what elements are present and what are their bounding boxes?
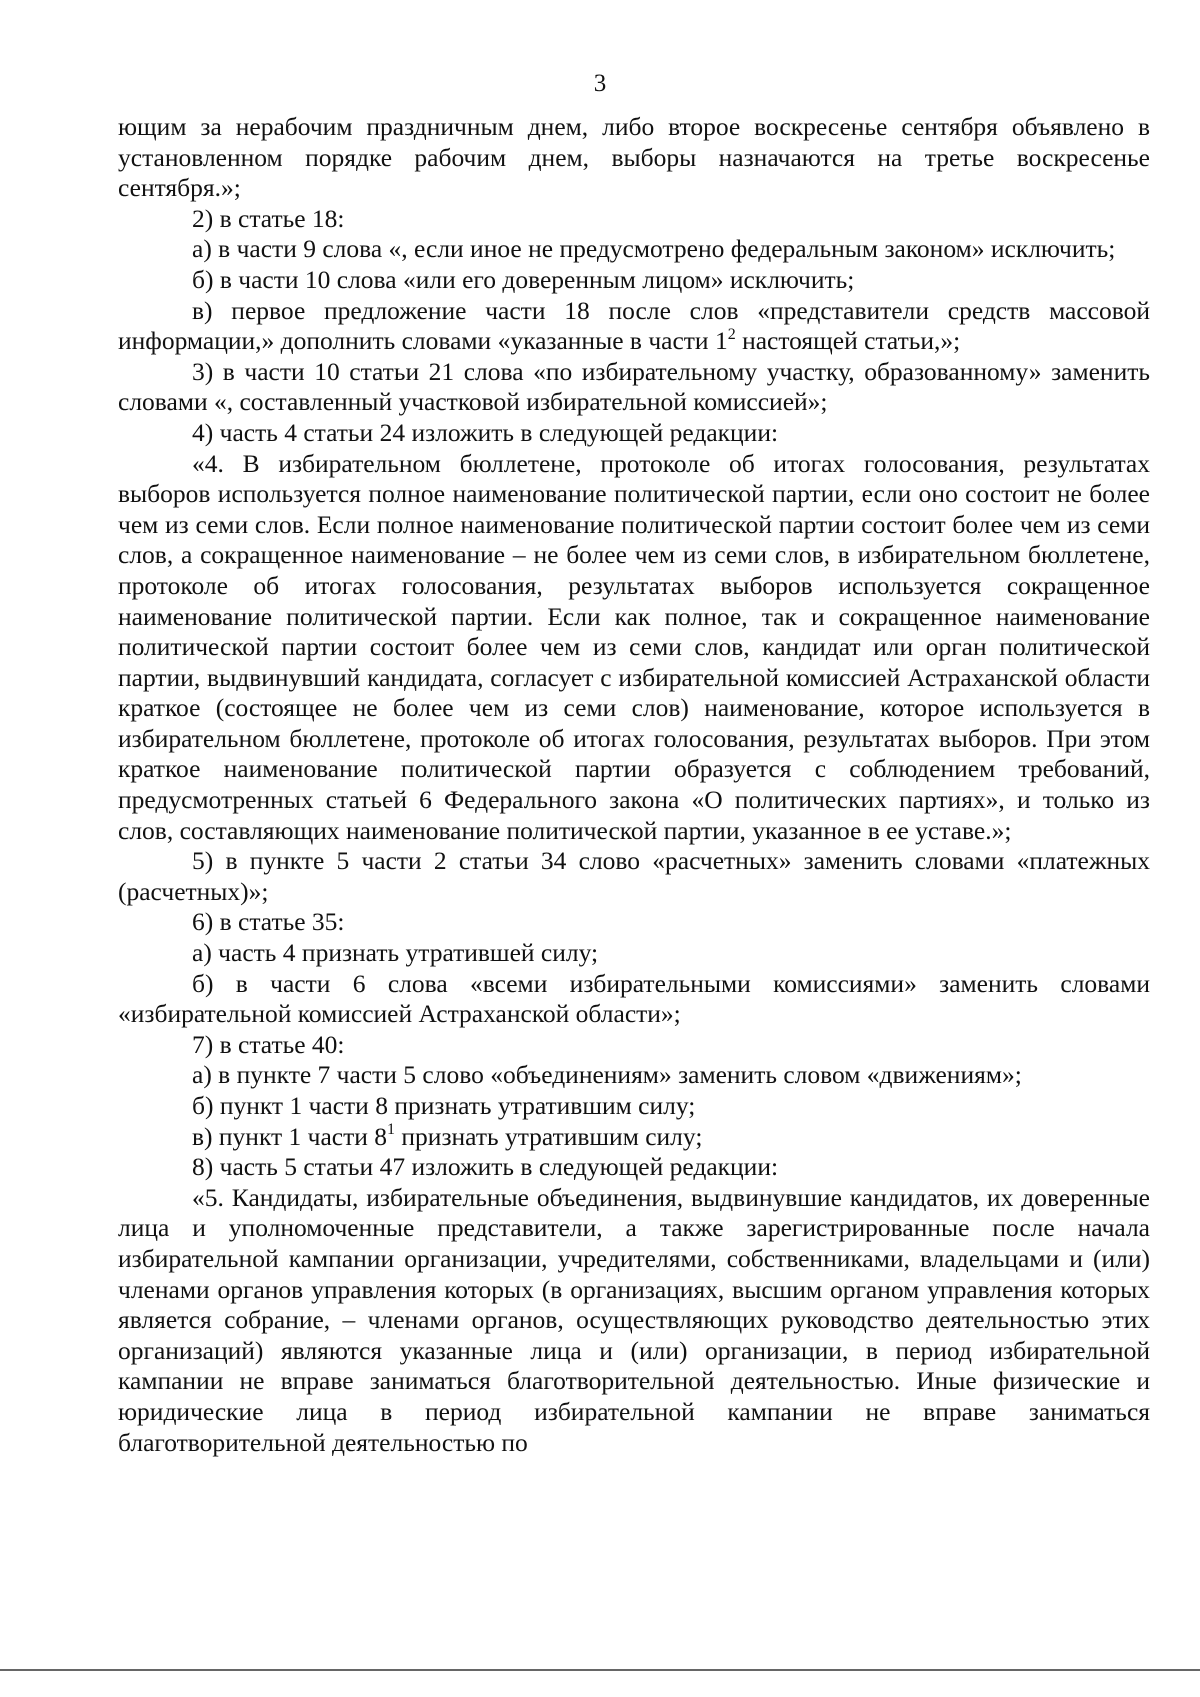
- page-number: 3: [593, 70, 607, 97]
- paragraph: б) в части 6 слова «всеми избирательными комиссиями» заменить словами «избирательной комиссией Астраханской области»;: [118, 968, 1150, 1029]
- paragraph: 6) в статье 35:: [192, 907, 345, 937]
- paragraph-text: в) первое предложение части 18 после слов «представители средств массовой информации,» дополнить словами «указанные в части 1: [118, 295, 1150, 356]
- paragraph: [118, 296, 1150, 357]
- paragraph: 3) в части 10 статьи 21 слова «по избирательному участку, образованному» заменить словами «, составленный участковой избирательной комиссией»;: [118, 356, 1150, 417]
- paragraph-text: признать утратившим силу;: [395, 1121, 703, 1151]
- paragraph: ющим за нерабочим праздничным днем, либо второе воскресенье сентября объявлено в установленном порядке рабочим днем, выборы назначаются на третье воскресенье сентября.»;: [118, 112, 1150, 203]
- paragraph: 4) часть 4 статьи 24 изложить в следующей редакции:: [192, 417, 779, 447]
- paragraph: б) в части 10 слова «или его доверенным лицом» исключить;: [192, 264, 855, 294]
- paragraph: «5. Кандидаты, избирательные объединения, выдвинувшие кандидатов, их доверенные лица и уполномоченные представители, а также зарегистрированные после начала избирательной кампании организации, учредителями, собственниками, владельцами и (или) членами органов управления которых (в организациях, высшим органом управления которых является собрание, – членами органов, осуществляющих руководство деятельностью этих организаций) являются указанные лица и (или) организации, в период избирательной кампании не вправе заниматься благотворительной деятельностью. Иные физические и юридические лица в период избирательной кампании не вправе заниматься благотворительной деятельностью по: [118, 1182, 1150, 1457]
- paragraph: б) пункт 1 части 8 признать утратившим силу;: [192, 1091, 696, 1120]
- paragraph: а) в части 9 слова «, если иное не предусмотрено федеральным законом» исключить;: [192, 234, 1116, 264]
- superscript: 1: [387, 1121, 396, 1139]
- paragraph-text: настоящей статьи,»;: [735, 326, 961, 356]
- superscript: 2: [727, 325, 736, 343]
- paragraph: «4. В избирательном бюллетене, протоколе об итогах голосования, результатах выборов используется полное наименование политической партии, если оно состоит не более чем из семи слов. Если полное наименование политической партии состоит более чем из семи слов, а сокращенное наименование – не более чем из семи слов, в избирательном бюллетене, протоколе об итогах голосования, результатах выборов используется сокращенное наименование политической партии. Если как полное, так и сокращенное наименование политической партии состоит более чем из семи слов, кандидат или орган политической партии, выдвинувший кандидата, согласует с избирательной комиссией Астраханской области краткое (состоящее не более чем из семи слов) наименование, которое используется в избирательном бюллетене, протоколе об итогах голосования, результатах выборов. При этом краткое наименование политической партии образуется с соблюдением требований, предусмотренных статьей 6 Федерального закона «О политических партиях», и только из слов, составляющих наименование политической партии, указанное в ее уставе.»;: [118, 448, 1150, 845]
- scan-edge-line: [0, 1669, 1200, 1671]
- paragraph: 2) в статье 18:: [192, 203, 345, 233]
- paragraph-text: в) пункт 1 части 8: [192, 1121, 388, 1151]
- paragraph: 7) в статье 40:: [192, 1029, 345, 1059]
- paragraph: 5) в пункте 5 части 2 статьи 34 слово «расчетных» заменить словами «платежных (расчетных)»;: [118, 846, 1150, 906]
- paragraph: 8) часть 5 статьи 47 изложить в следующей редакции:: [192, 1152, 779, 1182]
- document-body: [118, 112, 1150, 1458]
- paragraph: а) часть 4 признать утратившей силу;: [192, 938, 599, 968]
- paragraph: а) в пункте 7 части 5 слово «объединениям» заменить словом «движениям»;: [192, 1060, 1022, 1090]
- paragraph: [118, 1122, 1150, 1153]
